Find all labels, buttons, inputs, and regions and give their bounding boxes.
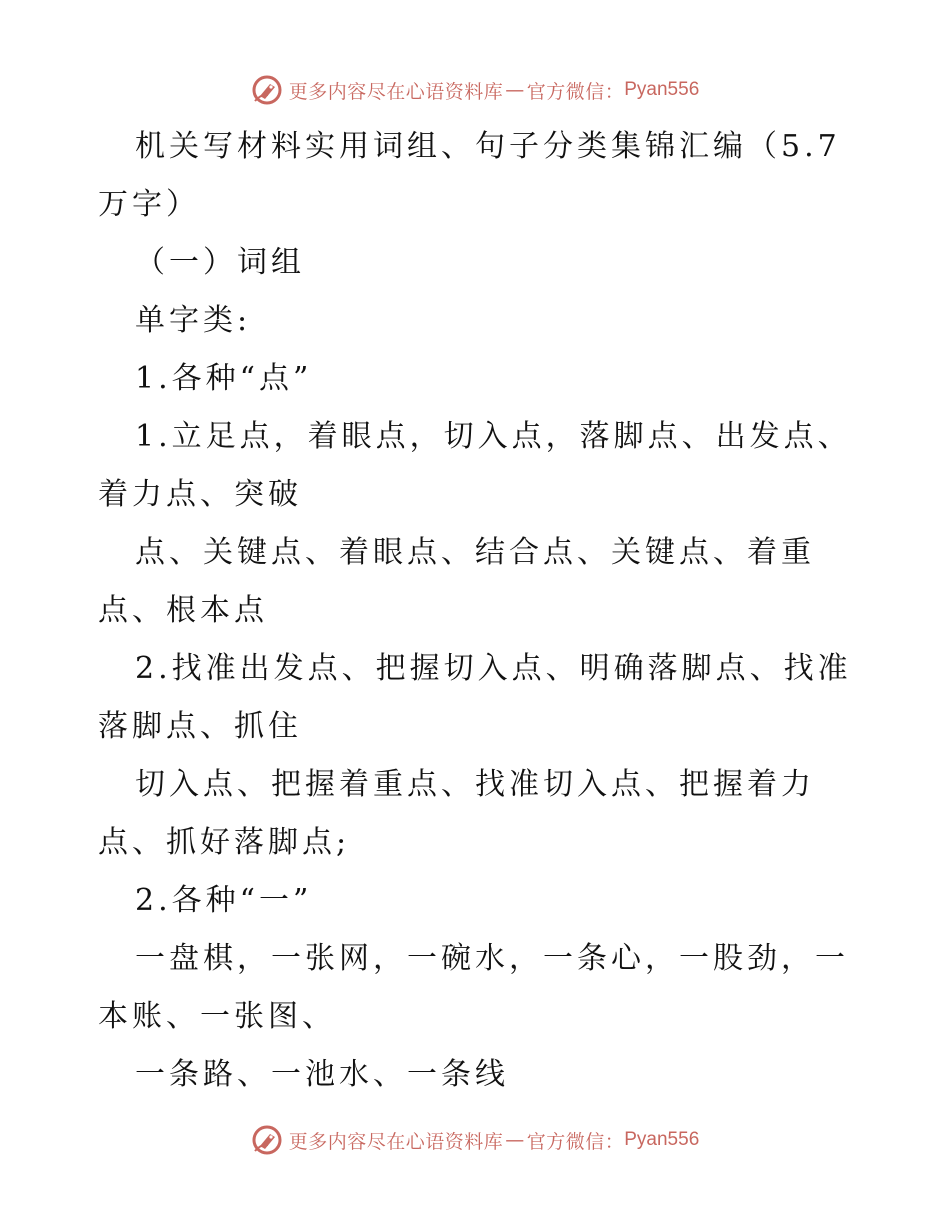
watermark-wechat-id: Pyan556 (624, 79, 700, 100)
document-title-line-1: 机关写材料实用词组、句子分类集锦汇编（5.7 (135, 129, 841, 164)
watermark-main-text: 更多内容尽在心语资料库 (288, 1130, 504, 1153)
watermark-separator: — (505, 79, 525, 101)
paragraph-line: 点、根本点 (98, 593, 268, 628)
paragraph-line: 本账、一张图、 (98, 999, 336, 1034)
pen-nib-logo-icon (251, 74, 283, 106)
document-title-line-2: 万字） (98, 187, 200, 222)
paragraph-line: 点、抓好落脚点; (98, 825, 351, 860)
document-body (98, 118, 858, 1104)
item-heading: 2.各种“一” (135, 883, 313, 918)
paragraph-line: 1.立足点，着眼点，切入点，落脚点、出发点、 (135, 419, 852, 454)
watermark-official-label: 官方微信： (526, 80, 625, 103)
section-heading: （一）词组 (135, 245, 305, 280)
paragraph-line: 着力点、突破 (98, 477, 302, 512)
paragraph-line: 落脚点、抓住 (98, 709, 302, 744)
paragraph-line: 切入点、把握着重点、找准切入点、把握着力 (135, 767, 815, 802)
paragraph-line: 一条路、一池水、一条线 (135, 1057, 509, 1092)
paragraph-line: 2.找准出发点、把握切入点、明确落脚点、找准 (135, 651, 852, 686)
pen-nib-logo-icon (251, 1124, 283, 1156)
watermark-wechat-id: Pyan556 (624, 1129, 700, 1150)
watermark-main-text: 更多内容尽在心语资料库 (288, 80, 504, 103)
item-heading: 1.各种“点” (135, 361, 313, 396)
paragraph-line: 一盘棋，一张网，一碗水，一条心，一股劲，一 (135, 941, 849, 976)
footer-watermark (0, 1120, 950, 1160)
subsection-heading: 单字类: (135, 303, 252, 338)
header-watermark (0, 70, 950, 110)
paragraph-line: 点、关键点、着眼点、结合点、关键点、着重 (135, 535, 815, 570)
watermark-official-label: 官方微信： (526, 1130, 625, 1153)
watermark-separator: — (505, 1129, 525, 1151)
